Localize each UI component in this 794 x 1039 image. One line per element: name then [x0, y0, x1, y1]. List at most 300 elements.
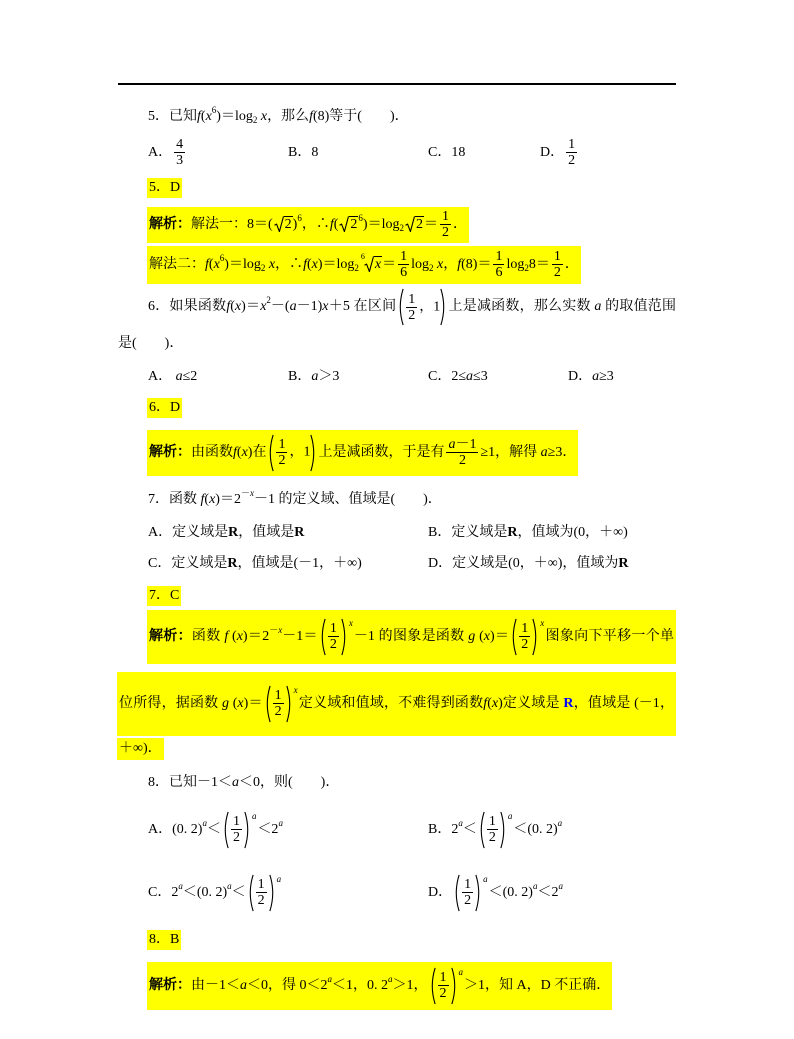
math-variable: a — [388, 974, 393, 984]
text-run: ＜(0. 2) — [182, 885, 228, 900]
q6-answer — [147, 398, 182, 418]
text-run: ) — [292, 217, 298, 232]
text-run: －( — [270, 299, 290, 315]
text-run: ＜ — [231, 885, 246, 900]
math-variable: f — [197, 109, 201, 124]
q5-explanation-line-1 — [147, 207, 469, 243]
text-run: A．定义域是 — [148, 525, 229, 540]
text-run: 6 — [358, 213, 363, 223]
parenthesized-group — [247, 874, 282, 912]
math-variable: f — [224, 629, 229, 644]
text-run: C．2≤ — [428, 369, 467, 384]
text-run: ( — [475, 629, 484, 644]
text-run: B．定义域是 — [428, 525, 508, 540]
fraction — [462, 877, 473, 908]
bold-blue-text: R — [563, 696, 574, 711]
math-variable: a — [448, 437, 456, 453]
text-run: 图象向下平移一个单 — [545, 629, 675, 644]
denominator — [273, 703, 284, 719]
fraction — [519, 621, 530, 652]
parenthesized-content — [271, 688, 286, 719]
text-run: ． — [452, 217, 467, 232]
text-run: 5．D — [149, 180, 181, 195]
denominator — [256, 892, 267, 908]
numerator — [438, 970, 449, 985]
text-run: 由－1＜ — [191, 978, 240, 993]
text-run: 6．如果函数 — [148, 299, 227, 315]
radicand — [374, 256, 382, 272]
square-root — [339, 216, 358, 232]
text-run: ＜(0. 2) — [488, 885, 533, 900]
math-variable: a — [175, 369, 183, 384]
nth-root — [360, 252, 382, 272]
parenthesized-content — [460, 877, 475, 908]
numerator — [276, 437, 287, 452]
fraction — [276, 437, 287, 468]
math-variable: a — [327, 974, 332, 984]
text-run: 2 — [232, 830, 240, 846]
text-run: ( — [200, 109, 206, 124]
fraction — [256, 877, 267, 908]
text-run: ，值域是 — [238, 525, 295, 540]
text-run: C．2 — [148, 885, 179, 900]
text-run: 2 — [252, 115, 258, 125]
text-run: )＝log — [362, 217, 400, 232]
parenthesized-content — [517, 621, 532, 652]
text-run: 2 — [284, 217, 292, 232]
radical-sign — [274, 216, 284, 232]
text-run: D． — [428, 885, 453, 900]
left-parenthesis — [453, 874, 460, 912]
text-run: 5．已知 — [148, 109, 197, 124]
text-run: 1 — [521, 621, 529, 637]
right-parenthesis — [310, 434, 317, 472]
math-variable: a — [178, 881, 183, 891]
math-variable: a — [507, 810, 513, 821]
numerator — [231, 814, 242, 829]
text-run: －1 的定义域、值域是( )． — [253, 492, 442, 507]
numerator — [174, 137, 185, 152]
q8-option-c — [148, 871, 282, 915]
text-run: 6 — [219, 253, 225, 263]
text-run: 2 — [350, 217, 358, 232]
exponent — [508, 811, 513, 821]
bold-text: 解析： — [149, 978, 191, 993]
fraction — [174, 137, 185, 168]
text-run: 2 — [329, 637, 337, 653]
text-run: )＝log — [224, 257, 261, 272]
text-run: 2 — [458, 453, 466, 469]
text-run: 位所得，据函数 — [119, 696, 223, 711]
text-run: 2 — [464, 893, 472, 909]
q8-explanation — [147, 962, 612, 1010]
text-run: ≤3 — [473, 369, 488, 384]
text-run: ＋5 在区间 — [328, 299, 397, 315]
parenthesized-content — [404, 292, 440, 323]
text-run: 1 — [553, 249, 561, 265]
left-parenthesis — [267, 434, 274, 472]
text-run: 解法二： — [149, 257, 205, 272]
math-variable: a — [227, 881, 232, 891]
text-run: 8＝ — [528, 257, 550, 272]
text-run: 定义域和值域，不难得到函数 — [298, 696, 484, 711]
text-run: 2 — [408, 307, 416, 323]
parenthesized-content — [274, 437, 310, 468]
math-variable: a — [558, 881, 563, 891]
text-run: )＝ — [489, 629, 510, 644]
exponent — [459, 967, 464, 977]
math-variable: x — [241, 445, 248, 460]
text-run: 2 — [441, 225, 449, 241]
text-run: ，1 — [289, 445, 311, 460]
numerator — [519, 621, 530, 636]
math-variable: x — [437, 257, 444, 272]
text-run: ． — [564, 257, 579, 272]
math-variable: a — [466, 369, 474, 384]
text-run: B．2 — [428, 822, 459, 837]
text-run: D． — [540, 145, 565, 160]
numerator — [446, 437, 478, 452]
denominator — [440, 224, 451, 240]
math-variable: f — [483, 696, 488, 711]
right-parenthesis — [269, 874, 276, 912]
bold-text: R — [227, 556, 238, 571]
bold-text: 解析： — [149, 629, 192, 644]
text-run: ＋∞)． — [119, 741, 162, 756]
left-parenthesis — [510, 618, 517, 656]
fraction — [566, 137, 577, 168]
square-root — [405, 216, 424, 232]
subscript — [399, 223, 404, 233]
q7-option-b — [428, 523, 628, 543]
bold-text: 解析： — [149, 445, 191, 460]
math-variable: x — [491, 696, 499, 711]
denominator — [328, 636, 339, 652]
fraction — [398, 249, 409, 280]
math-variable: a — [278, 818, 283, 828]
text-run: 1 — [400, 249, 408, 265]
text-run: 2 — [415, 217, 423, 232]
fraction — [552, 249, 563, 280]
text-run: ( — [236, 445, 242, 460]
math-variable: x — [236, 629, 243, 644]
text-run: 7．函数 — [148, 492, 201, 507]
radical-sign — [339, 216, 349, 232]
text-run: ( — [204, 492, 210, 507]
left-parenthesis — [247, 874, 254, 912]
math-variable: x — [260, 109, 268, 124]
text-run: 上是减函数，那么实数 — [448, 299, 595, 315]
text-run: ，那么 — [267, 109, 310, 124]
math-variable: a — [289, 299, 297, 315]
text-run: ＞1，知 A，D 不正确． — [464, 978, 611, 993]
q8-stem — [148, 773, 339, 793]
text-run: 4 — [176, 137, 184, 153]
text-run: ＜ — [206, 822, 221, 837]
parenthesized-group — [397, 288, 447, 326]
denominator — [438, 985, 449, 1001]
radical-sign — [405, 216, 415, 232]
radicand — [284, 216, 293, 232]
q5-option-a — [148, 135, 187, 171]
numerator — [406, 292, 417, 307]
radical-sign — [364, 256, 374, 272]
math-variable: a — [202, 818, 207, 828]
math-variable: x — [234, 299, 242, 315]
math-variable: x — [237, 696, 244, 711]
text-run: ＜0，则( )． — [239, 775, 340, 790]
parenthesized-group — [429, 967, 464, 1005]
text-run: ＝ — [382, 257, 397, 272]
text-run: ＜2 — [537, 885, 559, 900]
text-run: )＝2 — [242, 629, 270, 644]
text-run: 函数 — [191, 629, 225, 644]
parenthesized-content — [485, 814, 500, 845]
left-parenthesis — [397, 288, 404, 326]
numerator — [566, 137, 577, 152]
math-variable: a — [540, 445, 548, 460]
text-run: ＜2 — [257, 822, 279, 837]
text-run: 2 — [429, 263, 434, 273]
exponent — [483, 874, 488, 884]
math-variable: a — [458, 818, 463, 828]
math-variable: f — [233, 445, 237, 460]
math-variable: x — [205, 109, 212, 124]
text-run: 3 — [176, 153, 184, 169]
text-run: －1＝ — [282, 629, 318, 644]
text-run: D． — [568, 369, 593, 384]
text-run: 6 — [400, 265, 408, 281]
text-run: 8．已知－1＜ — [148, 775, 232, 790]
math-variable: f — [309, 109, 313, 124]
text-run: 2 — [354, 263, 359, 273]
text-run: ，值域是(－1，＋∞) — [237, 556, 362, 571]
text-run: 1 — [257, 877, 265, 893]
fraction — [487, 814, 498, 845]
text-run: ，值域为(0，＋∞) — [517, 525, 628, 540]
bold-text: R — [294, 525, 305, 540]
exponent — [540, 618, 544, 628]
math-variable: x — [374, 257, 382, 272]
text-run: )＝log — [216, 109, 253, 124]
text-run: ＝ — [423, 217, 438, 232]
square-root — [274, 216, 293, 232]
denominator — [446, 452, 478, 468]
text-run: 1 — [464, 877, 472, 893]
denominator — [487, 829, 498, 845]
right-parenthesis — [500, 811, 507, 849]
bold-text: R — [228, 525, 239, 540]
math-variable: a — [232, 775, 239, 790]
left-parenthesis — [264, 685, 271, 723]
text-run: ＜(0. 2) — [513, 822, 558, 837]
text-run: (8)＝ — [461, 257, 492, 272]
text-run: ，1 — [419, 299, 441, 315]
text-run: 1 — [495, 249, 503, 265]
radicand — [415, 216, 424, 232]
text-run: 2 — [278, 453, 286, 469]
math-variable: x — [322, 299, 329, 315]
math-variable: a — [557, 818, 563, 828]
text-run: ≥3 — [599, 369, 614, 384]
text-run: 1 — [441, 209, 449, 225]
text-run: D．定义域是(0，＋∞)，值域为 — [428, 556, 619, 571]
text-run: － — [269, 625, 279, 635]
math-variable: f — [329, 217, 334, 232]
q6-option-b — [288, 367, 339, 387]
text-run: 1 — [278, 437, 286, 453]
text-run: 6 — [297, 213, 302, 223]
math-variable: g — [222, 696, 230, 711]
denominator — [276, 452, 287, 468]
text-run: ＞3 — [318, 369, 340, 384]
q7-option-a — [148, 523, 304, 543]
denominator — [406, 307, 417, 323]
left-parenthesis — [478, 811, 485, 849]
q8-answer — [147, 930, 181, 950]
text-run: － — [240, 488, 250, 498]
text-run: 1 — [232, 814, 240, 830]
superscript — [269, 625, 282, 635]
q8-option-d — [428, 871, 563, 915]
text-run: )＝ — [243, 696, 263, 711]
text-run: 7．C — [149, 588, 180, 603]
q6-option-c — [428, 367, 488, 387]
text-run: 2 — [524, 263, 529, 273]
numerator — [552, 249, 563, 264]
text-run: 由函数 — [191, 445, 233, 460]
math-variable: f — [226, 299, 231, 315]
numerator — [440, 209, 451, 224]
math-variable: x — [311, 257, 318, 272]
text-run: 1 — [408, 291, 416, 307]
parenthesized-content — [254, 877, 269, 908]
text-run: 解法一：8＝( — [191, 217, 273, 232]
text-run: ＜1，0. 2 — [332, 978, 388, 993]
text-run: ( — [229, 696, 238, 711]
fraction — [493, 249, 504, 280]
text-run: 2 — [257, 893, 265, 909]
text-run: ( — [208, 257, 214, 272]
q6-stem-line-1 — [148, 288, 676, 326]
math-variable: x — [260, 299, 267, 315]
q7-answer — [147, 586, 181, 606]
text-run: ，值域是 (－1， — [573, 696, 674, 711]
right-parenthesis — [475, 874, 482, 912]
text-run: 1 — [439, 970, 447, 986]
text-run: ，∴ — [301, 217, 330, 232]
superscript — [558, 818, 563, 828]
math-variable: f — [200, 492, 205, 507]
bold-text: R — [507, 525, 518, 540]
math-variable: a — [458, 966, 463, 977]
right-parenthesis — [286, 685, 293, 723]
fraction — [440, 209, 451, 240]
q6-option-a — [148, 367, 197, 387]
superscript — [278, 818, 283, 828]
text-run: )＝ — [241, 299, 261, 315]
fraction — [446, 437, 478, 468]
right-parenthesis — [532, 618, 539, 656]
superscript — [558, 881, 563, 891]
text-run: ≥3． — [547, 445, 577, 460]
text-run: A．(0. 2) — [148, 822, 203, 837]
math-variable: g — [468, 629, 476, 644]
text-run: 1 — [488, 814, 496, 830]
math-variable: a — [240, 978, 247, 993]
parenthesized-group — [264, 685, 298, 723]
left-parenthesis — [319, 618, 326, 656]
numerator — [493, 249, 504, 264]
math-variable: x — [268, 257, 276, 272]
superscript — [241, 488, 254, 498]
fraction — [438, 970, 449, 1001]
root-index: 6 — [360, 252, 365, 261]
math-variable: f — [303, 257, 307, 272]
text-run: 1 — [329, 621, 337, 637]
numerator — [398, 249, 409, 264]
math-variable: a — [594, 299, 602, 315]
denominator — [462, 892, 473, 908]
numerator — [256, 877, 267, 892]
exponent — [252, 811, 257, 821]
exponent — [277, 874, 282, 884]
subscript — [354, 263, 359, 273]
radicand — [349, 216, 358, 232]
text-run: 6 — [495, 265, 503, 281]
math-variable: x — [209, 492, 216, 507]
text-run: ， — [443, 257, 458, 272]
text-run: ≤2 — [182, 369, 198, 384]
parenthesized-group — [267, 434, 317, 472]
math-variable: a — [311, 369, 319, 384]
text-run: ＜0，得 0＜2 — [247, 978, 328, 993]
math-variable: x — [249, 488, 254, 498]
right-parenthesis — [244, 811, 251, 849]
text-run: )＝log — [317, 257, 355, 272]
text-run: －1 的图象是函数 — [353, 629, 469, 644]
math-variable: x — [293, 684, 298, 695]
text-run: －1 — [455, 437, 477, 453]
parenthesized-content — [326, 621, 341, 652]
text-run: 6．D — [149, 400, 181, 415]
text-run: 2 — [568, 153, 576, 169]
text-run: ≥1，解得 — [480, 445, 541, 460]
header-rule — [118, 83, 676, 85]
math-variable: a — [532, 881, 538, 891]
math-variable: f — [205, 257, 209, 272]
parenthesized-group — [478, 811, 513, 849]
q7-option-c — [148, 554, 362, 574]
fraction — [273, 688, 284, 719]
math-variable: a — [483, 873, 488, 884]
numerator — [328, 621, 339, 636]
q6-stem-line-2 — [118, 334, 183, 354]
text-run: )定义域是 — [498, 696, 564, 711]
q7-explanation-line-1 — [147, 610, 676, 664]
text-run: B．8 — [288, 145, 319, 160]
text-run: C．18 — [428, 145, 466, 160]
left-parenthesis — [222, 811, 229, 849]
parenthesized-content — [229, 814, 244, 845]
bold-text: R — [618, 556, 629, 571]
denominator — [398, 264, 409, 280]
q5-option-d — [540, 135, 579, 171]
q6-option-d — [568, 367, 614, 387]
text-run: ( — [487, 696, 492, 711]
text-run: ( — [333, 217, 339, 232]
text-run: 上是减函数，于是有 — [318, 445, 445, 460]
